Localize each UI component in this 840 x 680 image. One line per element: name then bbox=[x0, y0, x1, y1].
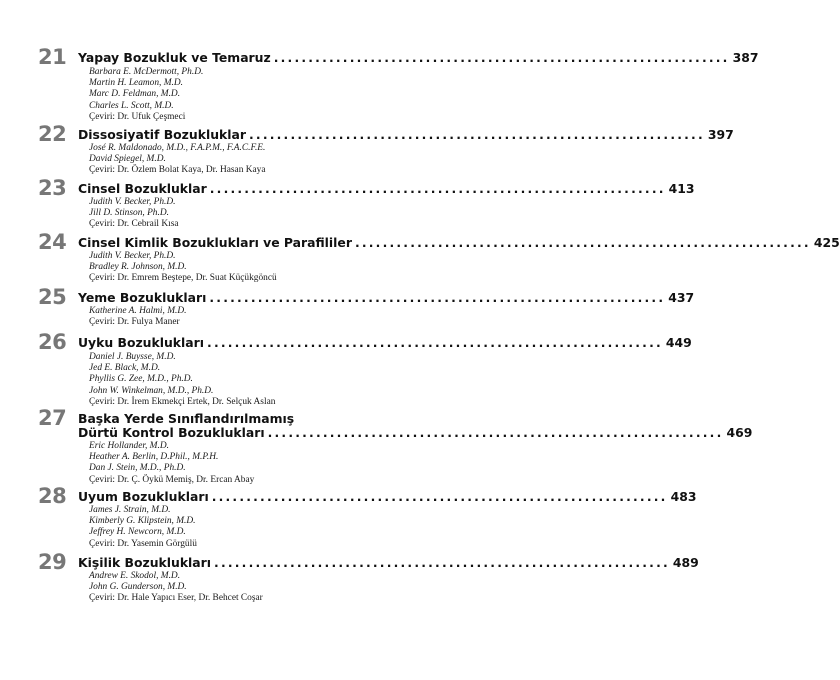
translator: Çeviri: Dr. Fulya Maner bbox=[89, 317, 180, 328]
chapter-title: Cinsel Bozukluklar bbox=[78, 181, 207, 196]
chapter-heading[interactable] bbox=[78, 50, 759, 65]
chapter-number: 25 bbox=[38, 285, 67, 309]
leader-dots: .................................................................. bbox=[214, 555, 670, 570]
chapter-number: 27 bbox=[38, 406, 67, 430]
chapter-heading[interactable] bbox=[78, 555, 699, 570]
author: James J. Strain, M.D. bbox=[89, 505, 171, 515]
page-number: 413 bbox=[668, 181, 695, 196]
page-number: 387 bbox=[732, 50, 759, 65]
author-list bbox=[89, 251, 419, 285]
chapter-heading[interactable] bbox=[78, 290, 695, 305]
author: John W. Winkelman, M.D., Ph.D. bbox=[89, 385, 214, 396]
chapter-heading[interactable] bbox=[78, 181, 695, 196]
translator: Çeviri: Dr. Özlem Bolat Kaya, Dr. Hasan Kaya bbox=[89, 165, 266, 176]
chapter-heading[interactable] bbox=[78, 411, 753, 440]
author-list bbox=[89, 352, 419, 408]
author-list bbox=[89, 441, 419, 486]
author-list bbox=[89, 143, 419, 177]
author: David Spiegel, M.D. bbox=[89, 154, 166, 165]
chapter-number: 26 bbox=[38, 330, 67, 354]
chapter-heading[interactable] bbox=[78, 335, 692, 350]
author-list bbox=[89, 505, 419, 550]
leader-dots: .................................................................. bbox=[273, 50, 730, 65]
chapter-number: 29 bbox=[38, 550, 67, 574]
chapter-number: 22 bbox=[38, 122, 67, 146]
chapter-title: Kişilik Bozuklukları bbox=[78, 555, 212, 570]
page-number: 489 bbox=[672, 555, 699, 570]
author: Bradley R. Johnson, M.D. bbox=[89, 262, 187, 273]
chapter-heading[interactable] bbox=[78, 235, 840, 250]
leader-dots: .................................................................. bbox=[249, 127, 705, 142]
chapter-title: Yeme Bozuklukları bbox=[78, 290, 207, 305]
leader-dots: .................................................................. bbox=[207, 335, 663, 350]
author-list bbox=[89, 306, 419, 328]
leader-dots: .................................................................. bbox=[354, 235, 811, 250]
chapter-title: Dürtü Kontrol Bozuklukları bbox=[78, 425, 265, 440]
leader-dots: .................................................................. bbox=[209, 181, 666, 196]
translator: Çeviri: Dr. İrem Ekmekçi Ertek, Dr. Selçuk Aslan bbox=[89, 396, 276, 407]
author: Jed E. Black, M.D. bbox=[89, 363, 161, 374]
page-number: 469 bbox=[726, 425, 753, 440]
author: Charles L. Scott, M.D. bbox=[89, 100, 174, 111]
chapter-title: Uyum Bozuklukları bbox=[78, 489, 209, 504]
author: Judith V. Becker, Ph.D. bbox=[89, 251, 176, 261]
chapter-title: Yapay Bozukluk ve Temaruz bbox=[78, 50, 271, 65]
leader-dots: .................................................................. bbox=[211, 489, 668, 504]
author: Eric Hollander, M.D. bbox=[89, 441, 169, 451]
leader-dots: .................................................................. bbox=[209, 290, 666, 305]
page-number: 397 bbox=[707, 127, 734, 142]
chapter-title: Cinsel Kimlik Bozuklukları ve Parafililer bbox=[78, 235, 352, 250]
chapter-heading[interactable] bbox=[78, 127, 734, 142]
chapter-number: 24 bbox=[38, 230, 67, 254]
chapter-number: 28 bbox=[38, 484, 67, 508]
author-list bbox=[89, 197, 419, 231]
author: Martin H. Leamon, M.D. bbox=[89, 78, 184, 89]
author-list bbox=[89, 67, 419, 123]
author: Jeffrey H. Newcorn, M.D. bbox=[89, 527, 186, 538]
author: Judith V. Becker, Ph.D. bbox=[89, 197, 176, 207]
chapter-number: 23 bbox=[38, 176, 67, 200]
page-number: 437 bbox=[668, 290, 695, 305]
translator: Çeviri: Dr. Ufuk Çeşmeci bbox=[89, 111, 186, 122]
author: Kimberly G. Klipstein, M.D. bbox=[89, 516, 196, 527]
chapter-number: 21 bbox=[38, 45, 67, 69]
author: John G. Gunderson, M.D. bbox=[89, 582, 187, 593]
leader-dots: .................................................................. bbox=[267, 425, 724, 440]
page-number: 449 bbox=[665, 335, 692, 350]
translator: Çeviri: Dr. Yasemin Görgülü bbox=[89, 538, 197, 549]
translator: Çeviri: Dr. Cebrail Kısa bbox=[89, 219, 179, 230]
author: Jill D. Stinson, Ph.D. bbox=[89, 208, 169, 219]
author: José R. Maldonado, M.D., F.A.P.M., F.A.C.F.E. bbox=[89, 143, 266, 153]
translator: Çeviri: Dr. Hale Yapıcı Eser, Dr. Behcet Coşar bbox=[89, 593, 263, 604]
author: Katherine A. Halmi, M.D. bbox=[89, 306, 187, 316]
author: Dan J. Stein, M.D., Ph.D. bbox=[89, 463, 186, 474]
chapter-title: Dissosiyatif Bozukluklar bbox=[78, 127, 246, 142]
chapter-title: Uyku Bozuklukları bbox=[78, 335, 205, 350]
translator: Çeviri: Dr. Ç. Öykü Memiş, Dr. Ercan Abay bbox=[89, 474, 255, 485]
chapter-title-line1: Başka Yerde Sınıflandırılmamış bbox=[78, 411, 295, 426]
author: Phyllis G. Zee, M.D., Ph.D. bbox=[89, 374, 193, 385]
page-number: 425 bbox=[813, 235, 840, 250]
author-list bbox=[89, 571, 419, 605]
translator: Çeviri: Dr. Emrem Beştepe, Dr. Suat Küçükgöncü bbox=[89, 273, 277, 284]
author: Andrew E. Skodol, M.D. bbox=[89, 571, 181, 581]
author: Heather A. Berlin, D.Phil., M.P.H. bbox=[89, 452, 219, 463]
author: Marc D. Feldman, M.D. bbox=[89, 89, 181, 100]
page-number: 483 bbox=[670, 489, 697, 504]
author: Barbara E. McDermott, Ph.D. bbox=[89, 67, 204, 77]
chapter-heading[interactable] bbox=[78, 489, 697, 504]
author: Daniel J. Buysse, M.D. bbox=[89, 352, 176, 362]
